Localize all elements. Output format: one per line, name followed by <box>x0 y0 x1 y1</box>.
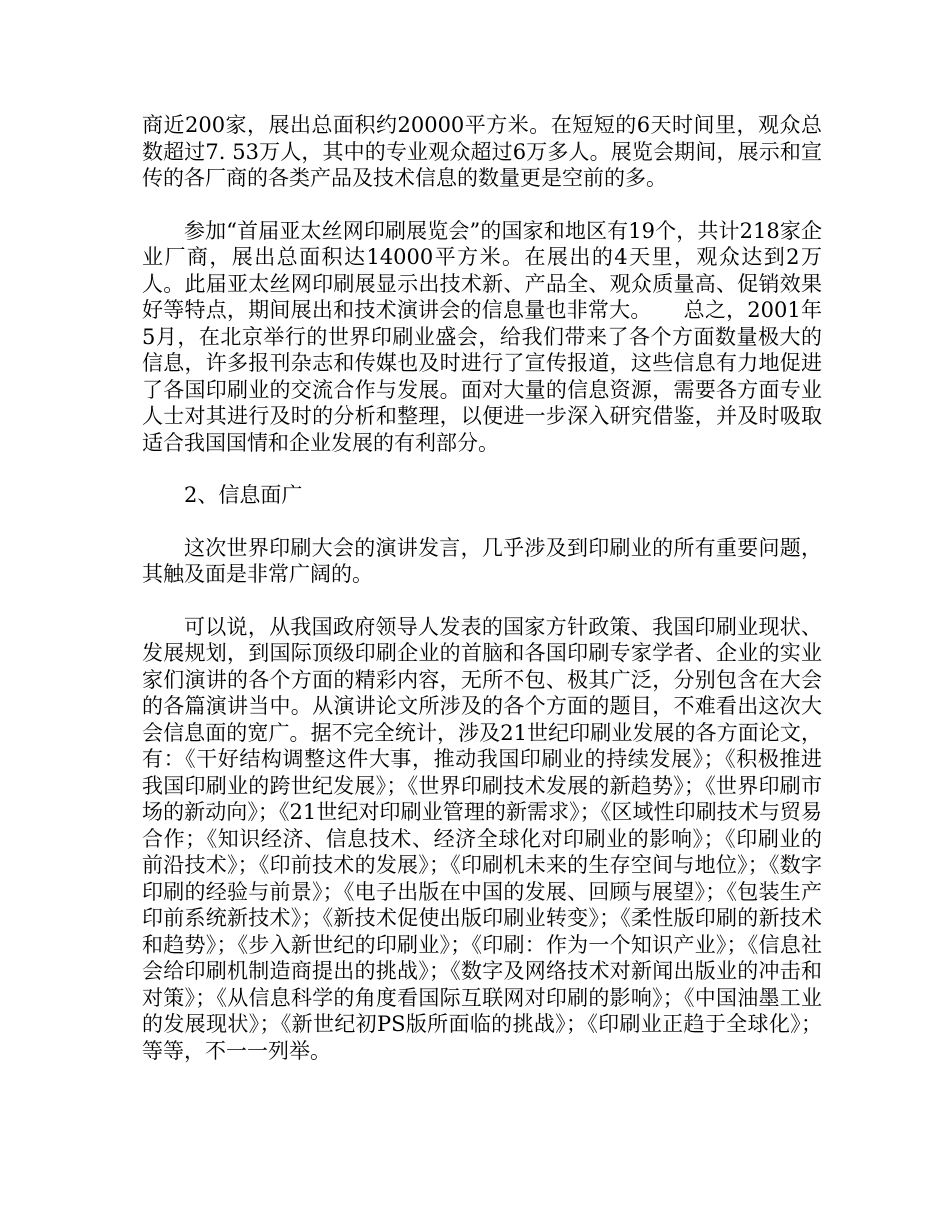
document-page <box>142 112 822 1090</box>
paragraph-exhibition-stats: 商近200家，展出总面积约20000平方米。在短短的6天时间里，观众总数超过7. 53万人，其中的专业观众超过6万多人。展览会期间，展示和宣传的各厂商的各类产品及技术信息的数量更是空前的多。 <box>142 113 822 190</box>
paragraph-speech-scope: 这次世界印刷大会的演讲发言，几乎涉及到印刷业的所有重要问题，其触及面是非常广阔的。 <box>142 535 822 586</box>
paragraph-asia-pacific-exhibition: 参加“首届亚太丝网印刷展览会”的国家和地区有19个，共计218家企业厂商，展出总面积达14000平方米。在展出的4天里，观众达到2万人。此届亚太丝网印刷展显示出技术新、产品全、观众质量高、促销效果好等特点，期间展出和技术演讲会的信息量也非常大。 总之，2001年5月，在北京举行的世界印刷业盛会，给我们带来了各个方面数量极大的信息，许多报刊杂志和传媒也及时进行了宣传报道，这些信息有力地促进了各国印刷业的交流合作与发展。面对大量的信息资源，需要各方面专业人士对其进行及时的分析和整理，以便进一步深入研究借鉴，并及时吸取适合我国国情和企业发展的有利部分。 <box>142 218 822 455</box>
section-heading: 2、信息面广 <box>184 483 303 507</box>
paragraph-paper-topics: 可以说，从我国政府领导人发表的国家方针政策、我国印刷业现状、发展规划，到国际顶级印刷企业的首脑和各国印刷专家学者、企业的实业家们演讲的各个方面的精彩内容，无所不包、极其广泛，分别包含在大会的各篇演讲当中。从演讲论文所涉及的各个方面的题目，不难看出这次大会信息面的宽广。据不完全统计，涉及21世纪印刷业发展的各方面论文，有：《干好结构调整这件大事，推动我国印刷业的持续发展》；《积极推进我国印刷业的跨世纪发展》；《世界印刷技术发展的新趋势》；《世界印刷市场的新动向》；《21世纪对印刷业管理的新需求》；《区域性印刷技术与贸易合作；《知识经济、信息技术、经济全球化对印刷业的影响》；《印刷业的前沿技术》；《印前技术的发展》；《印刷机未来的生存空间与地位》；《数字印刷的经验与前景》；《电子出版在中国的发展、回顾与展望》；《包装生产印前系统新技术》；《新技术促使出版印刷业转变》；《柔性版印刷的新技术和趋势》；《步入新世纪的印刷业》；《印刷：作为一个知识产业》；《信息社会给印刷机制造商提出的挑战》；《数字及网络技术对新闻出版业的冲击和对策》；《从信息科学的角度看国际互联网对印刷的影响》；《中国油墨工业的发展现状》；《新世纪初PS版所面临的挑战》；《印刷业正趋于全球化》；等等，不一一列举。 <box>142 614 822 1063</box>
